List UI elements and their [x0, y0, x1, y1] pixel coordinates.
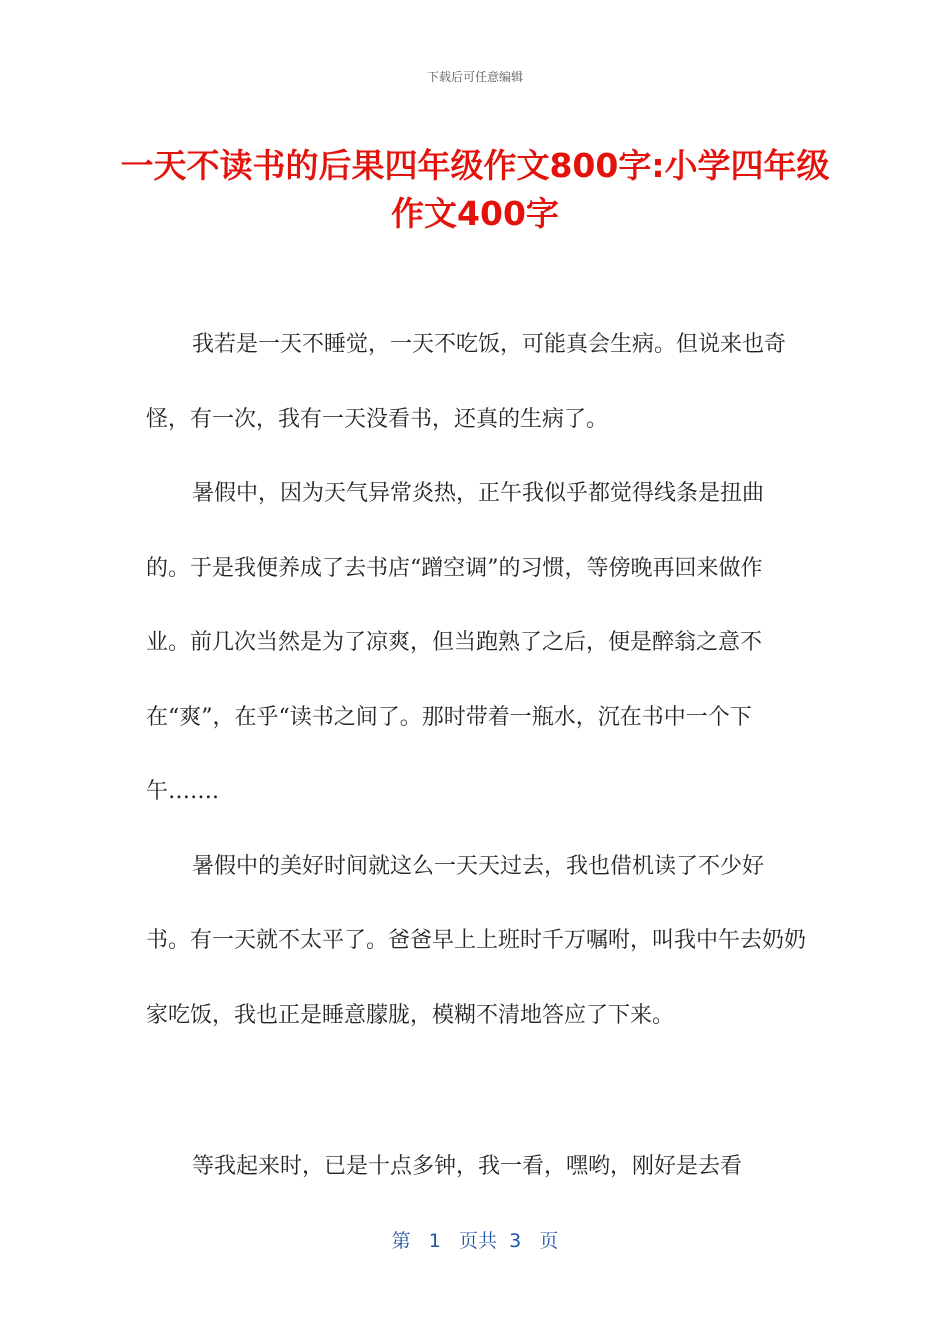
page-total: 3: [509, 1230, 522, 1252]
page-current: 1: [428, 1230, 441, 1252]
header-note: 下载后可任意编辑: [426, 70, 523, 84]
document-body: [146, 308, 806, 1053]
page-label: 第: [391, 1230, 411, 1252]
paragraph-4: 等我起来时，已是十点多钟，我一看，嘿哟，刚好是去看: [192, 1154, 743, 1179]
page-total-label: 页共: [459, 1230, 498, 1252]
paragraph-3: 暑假中的美好时间就这么一天天过去，我也借机读了不少好书。有一天就不太平了。爸爸早上上班时千万嘱咐，叫我中午去奶奶家吃饭，我也正是睡意朦胧，模糊不清地答应了下来。: [146, 853, 807, 1028]
paragraph-1: 我若是一天不睡觉，一天不吃饭，可能真会生病。但说来也奇怪，有一次，我有一天没看书，还真的生病了。: [146, 332, 787, 432]
document-title: 一天不读书的后果四年级作文800字:小学四年级作文400字: [120, 146, 830, 233]
paragraph-2: 暑假中，因为天气异常炎热，正午我似乎都觉得线条是扭曲的。于是我便养成了去书店“蹭空调”的习惯，等傍晚再回来做作业。前几次当然是为了凉爽，但当跑熟了之后，便是醉翁之意不在“爽”，在乎“读书之间了。那时带着一瓶水，沉在书中一个下午…….: [146, 481, 765, 804]
page-suffix: 页: [539, 1230, 559, 1252]
page-number-footer: [0, 1226, 950, 1253]
document-body-continued: [146, 1130, 806, 1205]
